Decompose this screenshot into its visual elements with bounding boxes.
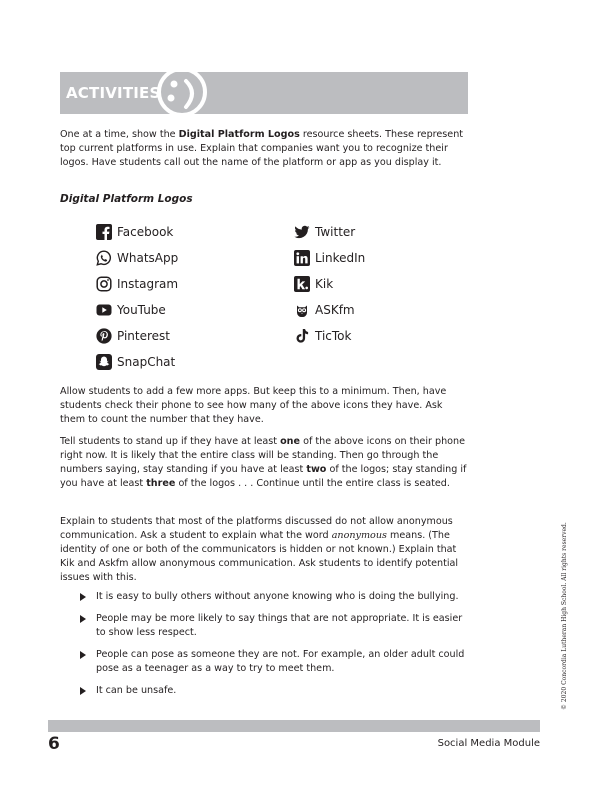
logo-item-youtube (96, 301, 166, 319)
logo-label: Twitter (315, 225, 356, 239)
youtube-icon (96, 302, 112, 318)
kik-icon (294, 276, 310, 292)
arrow-bullet-icon (80, 593, 86, 601)
facebook-icon (96, 224, 112, 240)
tiktok-icon (294, 328, 310, 344)
issues-list (78, 590, 470, 706)
logo-label: ASKfm (315, 303, 355, 317)
anonymous-term: anonymous (331, 530, 387, 541)
logo-item-whatsapp (96, 249, 178, 267)
logo-item-pinterest (96, 327, 170, 345)
logo-label: Kik (315, 277, 334, 291)
askfm-icon (294, 302, 310, 318)
stand-paragraph: Tell students to stand up if they have at least one of the above icons on their phone right now. It is likely that the entire class will be standing. Then go through the numbers saying, stay standing if you have at least two of the logos; stay standing if you have at least three of the logos . . . Continue until the entire class is seated. (60, 436, 467, 489)
intro-paragraph: One at a time, show the Digital Platform Logos resource sheets. These represent top current platforms in use. Explain that companies want you to recognize their logos. Have students call out the name of the platform or app as you display it. (60, 129, 464, 168)
logo-label: SnapChat (117, 355, 176, 369)
snapchat-icon (96, 354, 112, 370)
pinterest-icon (96, 328, 112, 344)
anonymous-paragraph: Explain to students that most of the platforms discussed do not allow anonymous communication. Ask a student to explain what the word anonymous means. (The identity of one or both of the communicators is hidden or not known.) Explain that Kik and Askfm allow anonymous communication. Ask students to identify potential issues with this. (60, 516, 459, 583)
logo-item-askfm (294, 301, 355, 319)
logo-label: TicTok (315, 329, 352, 343)
logo-label: Pinterest (117, 329, 171, 343)
footer-bar (48, 720, 540, 732)
linkedin-icon (294, 250, 310, 266)
instagram-icon (96, 276, 112, 292)
copyright-notice: © 2020 Concordia Lutheran High School. All rights reserved. (561, 522, 568, 710)
arrow-bullet-icon (80, 687, 86, 695)
apps-paragraph: Allow students to add a few more apps. But keep this to a minimum. Then, have students check their phone to see how many of the above icons they have. Ask them to count the number that they have. (60, 386, 447, 425)
list-item: It is easy to bully others without anyone knowing who is doing the bullying. (78, 590, 470, 604)
logo-item-instagram (96, 275, 178, 293)
logo-item-facebook (96, 223, 173, 241)
logo-item-linkedin (294, 249, 365, 267)
logos-heading: Digital Platform Logos (60, 193, 193, 205)
list-item: People may be more likely to say things that are not appropriate. It is easier to show less respect. (78, 612, 470, 640)
smiley-face-icon (155, 65, 209, 119)
activities-title: ACTIVITIES (66, 84, 161, 102)
module-title: Social Media Module (437, 738, 540, 749)
whatsapp-icon (96, 250, 112, 266)
logo-item-twitter (294, 223, 355, 241)
logo-item-tiktok (294, 327, 351, 345)
logo-label: Instagram (117, 277, 179, 291)
list-item: It can be unsafe. (78, 684, 470, 698)
list-item: People can pose as someone they are not. For example, an older adult could pose as a teenager as a way to try to meet them. (78, 648, 470, 676)
logo-item-kik (294, 275, 333, 293)
logo-label: Facebook (117, 225, 174, 239)
logo-label: WhatsApp (117, 251, 179, 265)
arrow-bullet-icon (80, 651, 86, 659)
arrow-bullet-icon (80, 615, 86, 623)
page-number: 6 (48, 734, 60, 754)
twitter-icon (294, 224, 310, 240)
logo-label: LinkedIn (315, 251, 366, 265)
logo-item-snapchat (96, 353, 175, 371)
logo-label: YouTube (117, 303, 166, 317)
